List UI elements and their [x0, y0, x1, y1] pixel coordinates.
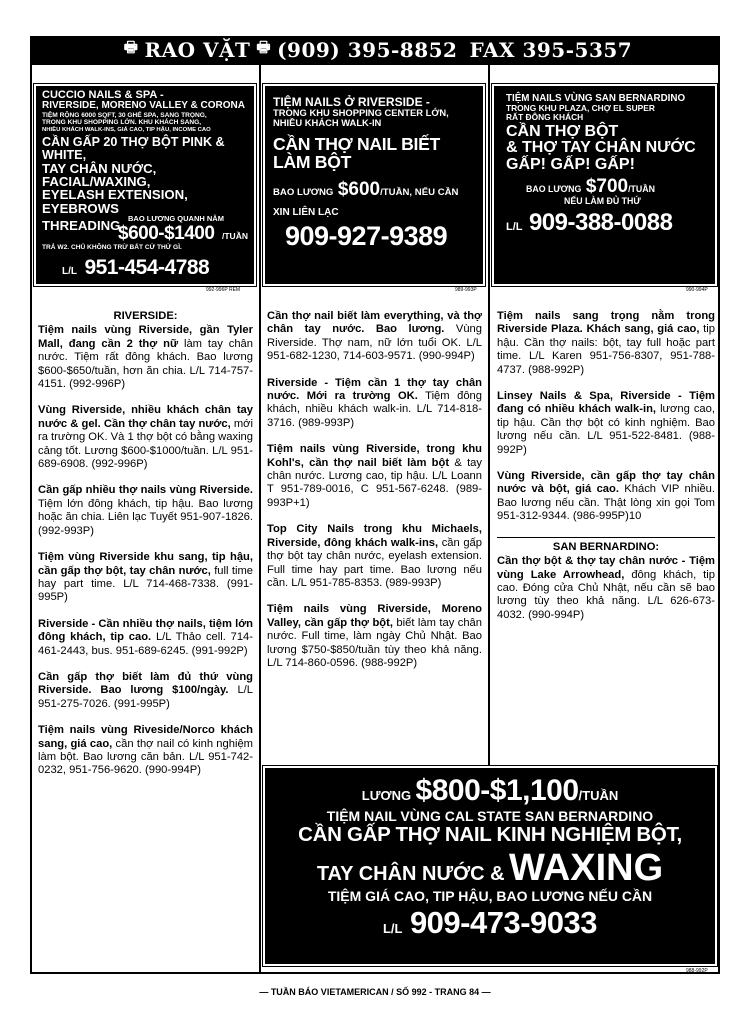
- listing-item: [38, 551, 253, 605]
- listing-text: biết làm tay chân nước. Full time, làm ngày Chủ Nhật. Bao lương $750-$850/tuần tùy theo khả năng. L/L 714-860-0596. (988-992P): [267, 616, 482, 669]
- ad-headline: & THỢ TAY CHÂN NƯỚC: [506, 139, 696, 157]
- listing-item: [38, 724, 253, 778]
- listing-text: mới ra trường OK. Và 1 thợ bột có bằng waxing cảng tốt. Lương $600-$1000/tuần. L/L 951-689-6908. (992-996P): [38, 417, 253, 471]
- ad-line: NHIỀU KHÁCH WALK-IN: [273, 116, 382, 128]
- ad-headline: CẦN THỢ NAIL BIẾT LÀM BỘT: [273, 134, 440, 173]
- listing-bold-text: Cần thợ nail biết làm everything, và thợ chân tay nước. Bao lương.: [267, 310, 482, 336]
- listing-bold-text: Riverside - Tiệm cần 1 thợ tay chân nước. Mới ra trường OK.: [267, 376, 482, 403]
- listing-bold-text: Tiệm nails vùng Riverside, Moreno Valley, cần gấp thợ bột,: [267, 603, 482, 629]
- ad-line: TIỆM RỘNG 6000 SQFT, 30 GHẾ SPA, SANG TRỌNG,: [42, 112, 207, 120]
- listing-text: cần thợ nail có kinh nghiệm làm bột. Bao lương căn bản. L/L 951-742-0232, 951-756-9620. (990-994P): [38, 737, 253, 777]
- ad-line: EYELASH EXTENSION, EYEBROWS: [42, 187, 188, 216]
- listing-text: L/L Thảo cell. 714-461-2443, bus. 951-689-6245. (991-992P): [38, 631, 254, 657]
- listing-text: Tiệm đông khách, nhiều khách walk-in. L/L 714-818-3716. (989-993P): [267, 390, 482, 429]
- listing-text: lương cao, tip hậu. Cần thợ bột có kinh nghiệm. Bao lương nếu cần. L/L 951-522-8481. (988-992P): [497, 403, 715, 456]
- phone-number: 909-473-9033: [409, 904, 597, 940]
- ad-line: BAO LƯƠNG: [273, 187, 334, 199]
- listing-item: [267, 603, 482, 670]
- listing-text: Tiệm lớn đông khách, tip hậu. Bao lương hoặc ăn chia. Liên lạc Tuyết 951-907-1826. (992-993P): [38, 497, 253, 537]
- listing-item: [38, 671, 253, 711]
- ad-line: TIỆM NAILS VÙNG SAN BERNARDINO: [506, 93, 686, 104]
- header-fax: FAX 395-5357: [469, 37, 633, 62]
- page-footer: — TUẦN BÁO VIETAMERICAN / SỐ 992 - TRANG 84 —: [259, 987, 491, 997]
- listing-item: [38, 484, 253, 538]
- listing-text: làm tay chân nước. Tiệm rất đông khách. Bao lương $600-$650/tuần, hơn ăn chia. L/L 714-757-4151. (992-996P): [38, 337, 253, 391]
- ad-line: NHIỀU KHÁCH WALK-INS, GIÁ CAO, TIP HẬU, INCOME CAO: [42, 126, 211, 133]
- listing-bold-text: Tiệm nails vùng Riveside/Norco khách sang, giá cao,: [38, 724, 253, 750]
- phone-number: 909-927-9389: [285, 221, 448, 252]
- ad-line: TRONG KHU SHOPPING CENTER LỚN,: [273, 107, 449, 119]
- listing-bold-text: Tiệm vùng Riverside khu sang, tip hậu, cần gấp thợ bột, tay chân nước,: [38, 551, 253, 577]
- ad-line: TRẢ W2. CHỦ KHÔNG TRỪ BẤT CỨ THỨ GÌ.: [42, 244, 182, 252]
- listing-bold-text: Vùng Riverside, nhiều khách chân tay nước & gel. Cần thợ chân tay nước,: [38, 404, 253, 430]
- san-bernardino-nails-ad: [492, 84, 717, 286]
- salary-amount: $700: [585, 176, 629, 198]
- listing-item: [497, 470, 715, 524]
- listing-item: [267, 377, 482, 431]
- listing-item: [38, 324, 253, 391]
- listing-bold-text: Tiệm nails sang trọng nằm trong Riverside Plaza. Khách sang, giá cao,: [497, 310, 715, 336]
- listing-bold-text: Cần gấp thợ biết làm đủ thứ vùng Riverside. Bao lương $100/ngày.: [38, 670, 253, 697]
- ad-headline: TAY CHÂN NƯỚC &: [316, 862, 505, 885]
- listing-text: L/L 951-275-7026. (991-995P): [38, 684, 254, 710]
- ad-line: BAO LƯƠNG QUANH NĂM: [128, 214, 224, 224]
- ad-code: 988-992P: [686, 968, 708, 974]
- salary-amount: $800-$1,100: [415, 774, 579, 807]
- header-phone: (909) 395-8852: [277, 37, 458, 62]
- ad-code: 989-993P: [455, 287, 477, 293]
- salary-amount: $600: [337, 179, 381, 201]
- cal-state-nails-ad: [263, 766, 717, 966]
- ad-line: TRONG KHU SHOPPING LỚN. KHU KHÁCH SANG,: [42, 119, 202, 127]
- listing-text: đông khách, tip cao. Đóng cửa Chủ Nhật, nếu cần sẽ bao lương tùy theo khả năng. L/L 626-673-4032. (990-994P): [497, 568, 715, 621]
- column-1-listings: [38, 310, 253, 791]
- column-divider: [488, 63, 490, 768]
- ad-line: TIỆM GIÁ CAO, TIP HẬU, BAO LƯƠNG NẾU CẦN: [327, 887, 653, 904]
- listing-item: [38, 404, 253, 471]
- listing-text: cần gấp thợ bột tay chân nước, eyelash extension. Full time hay part time. Bao lương nếu cần. L/L 951-785-8353. (989-993P): [267, 536, 482, 589]
- ad-headline: GẤP! GẤP! GẤP!: [506, 155, 635, 173]
- listing-bold-text: Vùng Riverside, cần gấp thợ tay chân nước và bột, giá cao.: [497, 470, 715, 496]
- printer-icon: 🖶: [256, 38, 272, 56]
- ad-line: TIỆM NAIL VÙNG CAL STATE SAN BERNARDINO: [326, 807, 654, 824]
- ad-code: 992-996P REM: [206, 287, 241, 293]
- listing-text: tip hậu. Cần thợ nails: bột, tay full hoặc part time. L/L Karen 951-756-8307, 951-788-4737. (988-992P): [497, 323, 715, 376]
- ad-line: BAO LƯƠNG: [526, 184, 582, 195]
- ad-line: TAY CHÂN NƯỚC, FACIAL/WAXING,: [42, 160, 157, 189]
- listing-text: & tay chân nước. Lương cao, tip hậu. L/L Loann T 951-789-0016, C 951-567-6248. (989-993P+1): [267, 456, 482, 509]
- ad-line: TIỆM NAILS Ở RIVERSIDE -: [273, 95, 430, 109]
- ad-line: CUCCIO NAILS & SPA -: [42, 89, 164, 101]
- section-heading: SAN BERNARDINO:: [552, 540, 660, 553]
- ad-line: RIVERSIDE, MORENO VALLEY & CORONA: [42, 100, 245, 112]
- header-title: RAO VẶT: [144, 37, 251, 62]
- ad-line: RẤT ĐÔNG KHÁCH: [506, 111, 584, 122]
- contact-label: L/L: [382, 920, 403, 936]
- listing-bold-text: Top City Nails trong khu Michaels, Riverside, đông khách walk-ins,: [267, 523, 482, 549]
- ad-line: THREADING: [42, 218, 121, 234]
- listing-bold-text: Riverside - Cần nhiều thợ nails, tiệm lớn đông khách, tip cao.: [38, 617, 253, 644]
- classifieds-header: [30, 36, 720, 63]
- listing-bold-text: Linsey Nails & Spa, Riverside - Tiệm đang có nhiều khách walk-in,: [497, 390, 715, 416]
- listing-item: [497, 310, 715, 377]
- column-2-listings: [267, 310, 482, 683]
- ad-line: /TUẦN: [628, 184, 655, 195]
- salary-unit: /TUẦN: [222, 231, 248, 242]
- column-3-listings: [497, 310, 715, 635]
- salary-amount: $600-$1400: [118, 223, 215, 245]
- listing-bold-text: Tiệm nails vùng Riverside, trong khu Kohl's, cần thợ nail biết làm bột: [267, 443, 482, 469]
- listing-item: [267, 310, 482, 364]
- listing-bold-text: Tiệm nails vùng Riverside, gần Tyler Mall, đang cần 2 thợ nữ: [38, 324, 253, 350]
- ad-code: 990-994P: [686, 287, 708, 293]
- contact-label: L/L: [506, 221, 523, 234]
- listing-item: [267, 523, 482, 590]
- contact-label: L/L: [62, 266, 77, 278]
- listing-text: full time hay part time. L/L 714-468-7338. (991-995P): [38, 564, 253, 604]
- listing-text: Vùng Riverside. Thợ nam, nữ lớn tuổi OK. L/L 951-682-1230, 714-603-9571. (990-994P): [267, 323, 482, 363]
- listing-item: [38, 618, 253, 658]
- ad-line: CẦN GẤP 20 THỢ BỘT PINK & WHITE,: [42, 134, 225, 162]
- cuccio-nails-ad: [34, 84, 256, 286]
- listing-bold-text: Cần thợ bột & thợ tay chân nước - Tiệm vùng Lake Arrowhead,: [497, 555, 715, 581]
- riverside-nails-ad: [263, 84, 485, 286]
- listing-bold-text: Cần gấp nhiều thợ nails vùng Riverside.: [38, 484, 253, 497]
- listing-text: Khách VIP nhiều. Bao lương nếu cần. Thật lòng xin gọi Tom 951-312-9344. (986-995P)10: [497, 483, 715, 523]
- ad-headline: WAXING: [509, 846, 664, 889]
- ad-line: /TUẦN, NẾU CẦN: [380, 187, 459, 199]
- listing-item: [267, 443, 482, 510]
- ad-headline: CẦN GẤP THỢ NAIL KINH NGHIỆM BỘT,: [298, 822, 682, 846]
- ad-line: LƯƠNG: [361, 788, 412, 803]
- listing-item: [497, 390, 715, 457]
- ad-line: /TUẦN: [578, 788, 619, 803]
- ad-line: XIN LIÊN LẠC: [273, 207, 339, 219]
- ad-line: NẾU LÀM ĐỦ THỨ: [564, 196, 641, 207]
- phone-number: 909-388-0088: [528, 209, 673, 237]
- phone-number: 951-454-4788: [84, 256, 210, 280]
- section-divider: [497, 537, 715, 538]
- section-heading: RIVERSIDE:: [113, 310, 178, 322]
- column-divider: [259, 63, 261, 974]
- listing-item: [497, 555, 715, 622]
- ad-line: TRONG KHU PLAZA, CHỢ EL SUPER: [506, 102, 655, 113]
- ad-headline: CẦN THỢ BỘT: [506, 123, 619, 141]
- printer-icon: 🖶: [123, 38, 139, 56]
